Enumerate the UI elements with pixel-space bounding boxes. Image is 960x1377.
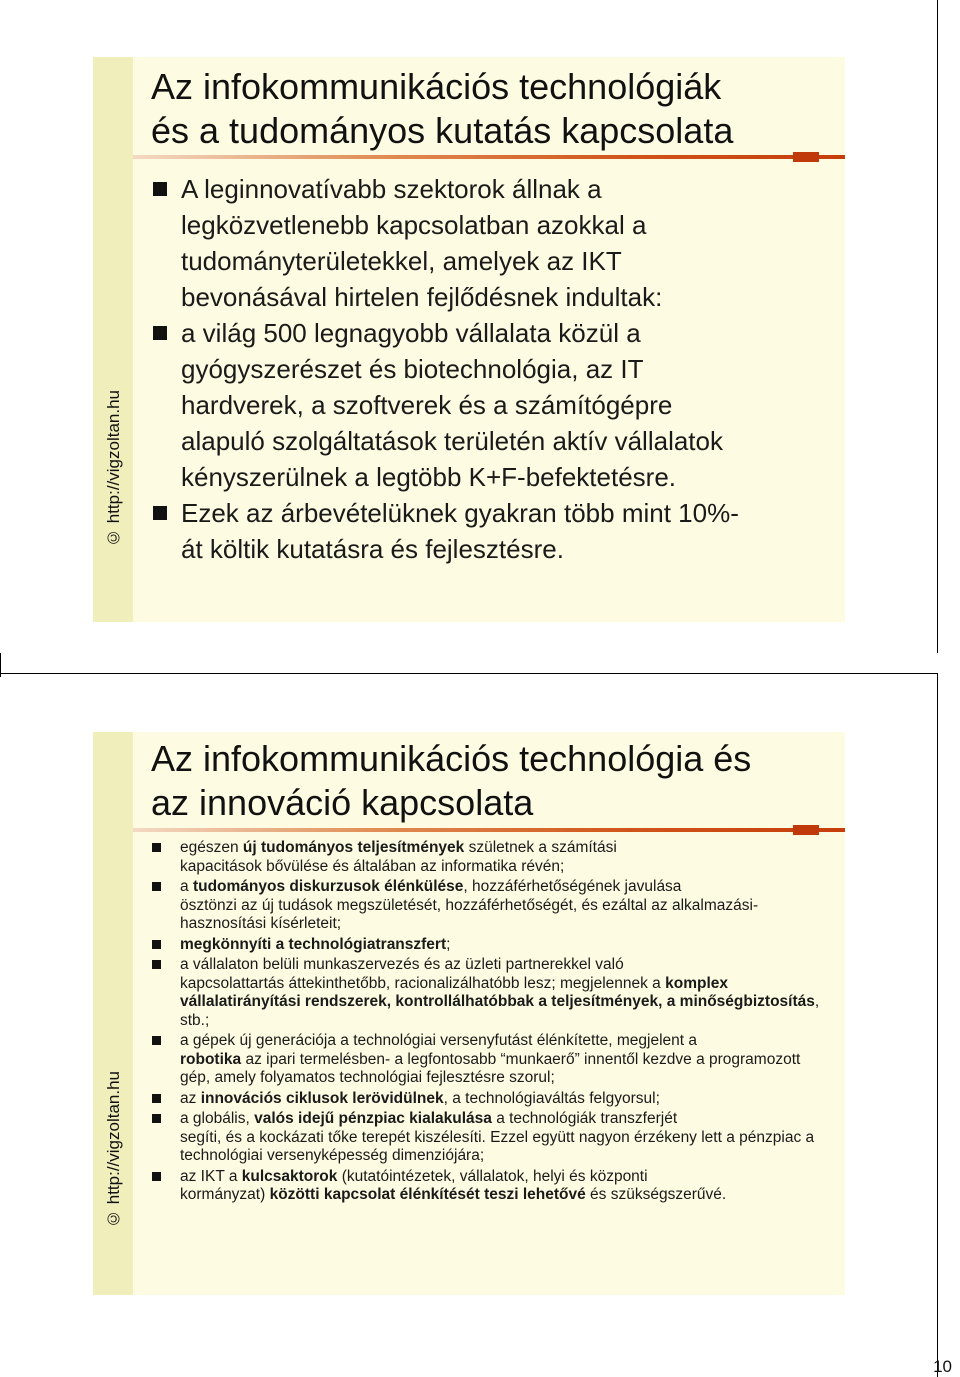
bullet-text: , a technológiaváltás felgyorsul;	[443, 1089, 660, 1107]
bullet-line: A leginnovatívabb szektorok állnak a	[181, 174, 602, 204]
bullet-bold-text: valós idejű pénzpiac kialakulása	[254, 1110, 492, 1127]
watermark	[99, 972, 129, 1228]
title-underline-accent	[793, 152, 819, 162]
bullet-text: ;	[446, 935, 451, 953]
slide-2-bullet-list	[151, 839, 825, 1207]
bullet-item	[151, 495, 831, 567]
bullet-text: az ipari termelésben- a legfontosabb “munkaerő” innentől kezdve a programozott gép, amely folyamatos technológiai fejlesztésre szorul;	[180, 1050, 801, 1086]
frame-line-divider	[0, 673, 938, 674]
frame-line-middle-right	[937, 673, 938, 1377]
bullet-item	[151, 171, 831, 315]
bullet-item	[151, 956, 825, 1030]
slide-1-sidebar	[93, 57, 133, 622]
title-underline	[133, 828, 845, 832]
bullet-text: a technológiák transzferjét	[491, 1110, 678, 1127]
bullet-line: alapuló szolgáltatások területén aktív vállalatok	[181, 426, 723, 456]
bullet-item	[151, 839, 825, 876]
bullet-item	[151, 1168, 825, 1205]
bullet-line: gyógyszerészet és biotechnológia, az IT	[181, 354, 644, 384]
bullet-line: legközvetlenebb kapcsolatban azokkal a	[181, 210, 647, 240]
bullet-item	[151, 315, 831, 495]
bullet-square-icon	[152, 940, 161, 949]
bullet-bold-text: megkönnyíti a technológiatranszfert	[180, 935, 447, 953]
bullet-square-icon	[152, 1172, 161, 1181]
bullet-square-icon	[152, 960, 161, 969]
bullet-square-icon	[152, 1094, 161, 1103]
slide-2-title-line1: Az infokommunikációs technológia és	[151, 738, 752, 779]
slide-2-sidebar	[93, 732, 133, 1295]
bullet-text: (kutatóintézetek, vállalatok, helyi és központi	[337, 1167, 648, 1185]
bullet-item	[151, 878, 825, 934]
bullet-text: az	[180, 1089, 201, 1107]
bullet-line: Ezek az árbevételüknek gyakran több mint 10%-	[181, 498, 739, 528]
bullet-text: az IKT a	[180, 1167, 242, 1185]
slide-2	[93, 732, 845, 1295]
bullet-text: egészen	[180, 839, 243, 856]
bullet-text: a gépek új generációja a technológiai versenyfutást élénkítette, megjelent a	[180, 1032, 698, 1049]
bullet-bold-text: tudományos diskurzusok élénkülése	[192, 878, 464, 895]
bullet-text: és szükségszerűvé.	[585, 1186, 727, 1203]
bullet-text: kapacitások bővülése és általában az informatika révén;	[180, 857, 565, 875]
bullet-text: születnek a számítási	[464, 839, 617, 856]
bullet-line: kényszerülnek a legtöbb K+F-befektetésre.	[181, 462, 677, 492]
bullet-square-icon	[153, 506, 167, 520]
bullet-line: a világ 500 legnagyobb vállalata közül a	[181, 318, 641, 348]
bullet-square-icon	[152, 882, 161, 891]
bullet-item	[151, 936, 825, 955]
bullet-line: át költik kutatásra és fejlesztésre.	[181, 534, 564, 564]
bullet-bold-text: komplex vállalatirányítási rendszerek, kontrollálhatóbbak a teljesítmények, a minőségbiztosítás	[180, 974, 815, 1010]
watermark-text: © http://vigzoltan.hu	[104, 390, 123, 547]
bullet-text: segíti, és a kockázati tőke terepét kiszélesíti. Ezzel együtt nagyon érzékeny lett a pénzpiac a technológiai versenyképesség dimenziójára;	[180, 1128, 815, 1164]
bullet-text: ösztönzi az új tudások megszületését, hozzáférhetőségét, és ezáltal az alkalmazási-hasznosítási kísérleteit;	[180, 896, 759, 932]
bullet-square-icon	[152, 1114, 161, 1123]
bullet-bold-text: új tudományos teljesítmények	[242, 839, 465, 856]
title-underline	[133, 155, 845, 159]
bullet-text: , hozzáférhetőségének javulása	[463, 878, 682, 895]
slide-2-title-line2: az innováció kapcsolata	[151, 782, 534, 823]
bullet-text: kormányzat)	[180, 1186, 270, 1203]
slide-1-title	[151, 65, 825, 153]
title-underline-accent	[793, 825, 819, 835]
bullet-bold-text: robotika	[180, 1050, 242, 1068]
bullet-text: a vállalaton belüli munkaszervezés és az üzleti partnerekkel való	[180, 956, 624, 973]
bullet-square-icon	[153, 182, 167, 196]
bullet-item	[151, 1110, 825, 1166]
bullet-item	[151, 1032, 825, 1088]
frame-line-right-top	[937, 0, 938, 653]
bullet-line: bevonásával hirtelen fejlődésnek indultak:	[181, 282, 663, 312]
slide-2-title	[151, 737, 825, 825]
watermark-text: © http://vigzoltan.hu	[104, 1071, 123, 1228]
bullet-line: tudományterületekkel, amelyek az IKT	[181, 246, 622, 276]
watermark	[99, 297, 129, 547]
bullet-square-icon	[153, 326, 167, 340]
bullet-line: hardverek, a szoftverek és a számítógépre	[181, 390, 673, 420]
slide-1	[93, 57, 845, 622]
bullet-text: a globális,	[180, 1110, 255, 1127]
bullet-square-icon	[152, 843, 161, 852]
page-number: 10	[933, 1357, 952, 1376]
bullet-bold-text: közötti kapcsolat élénkítését teszi lehetővé	[269, 1186, 586, 1203]
bullet-bold-text: innovációs ciklusok lerövidülnek	[200, 1089, 444, 1107]
slide-1-title-line1: Az infokommunikációs technológiák	[151, 66, 722, 107]
bullet-text: a	[180, 878, 193, 895]
bullet-text: kapcsolattartás áttekinthetőbb, racionalizálhatóbb lesz; megjelennek a	[180, 974, 666, 992]
slide-1-bullet-list	[151, 171, 831, 567]
bullet-item	[151, 1090, 825, 1109]
bullet-square-icon	[152, 1036, 161, 1045]
bullet-text: , stb.;	[180, 993, 820, 1029]
slide-1-title-line2: és a tudományos kutatás kapcsolata	[151, 110, 734, 151]
bullet-bold-text: kulcsaktorok	[241, 1167, 338, 1185]
